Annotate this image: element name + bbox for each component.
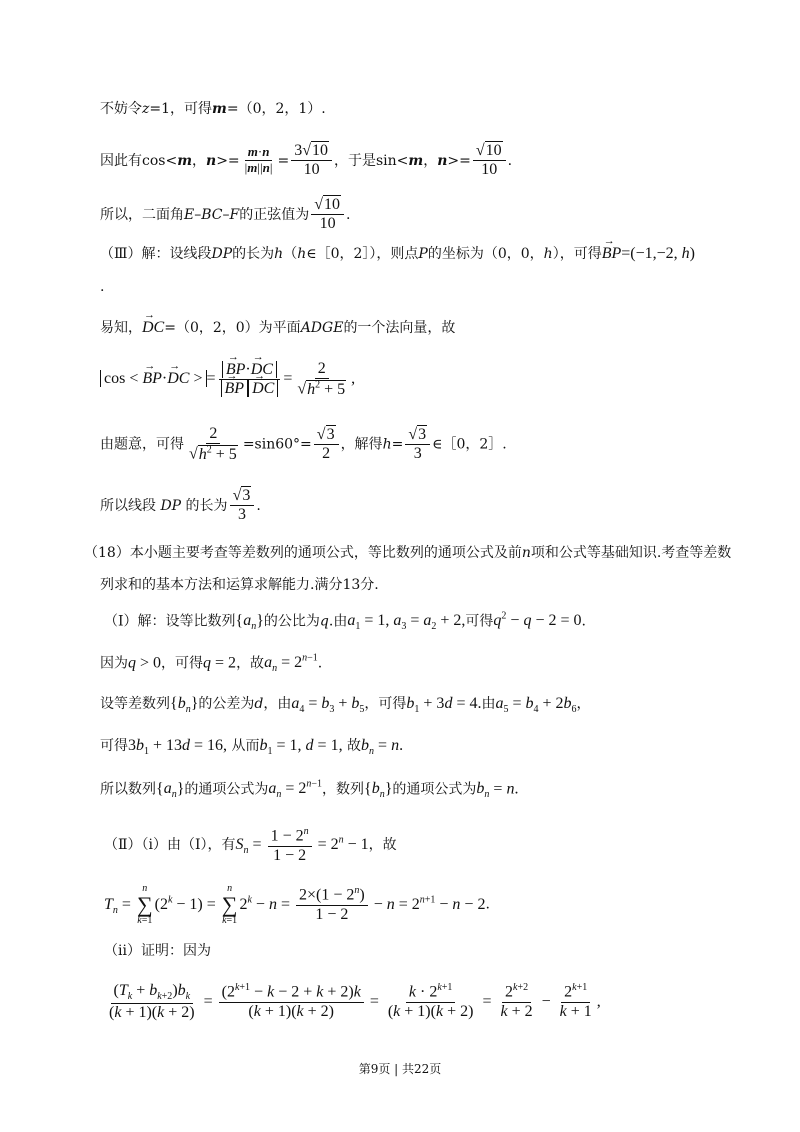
line-6: 易知，→ DC=（0，2，0）为平面ADGE的一个法向量，故: [100, 320, 760, 336]
line-15: 可得$3b_1 + 13d = 16$, 从而$b_1 = 1$, d = 1, 故$b_n = n$.: [100, 737, 404, 758]
page-footer: 第9页 | 共22页: [358, 1062, 442, 1076]
line-5: .: [100, 279, 105, 295]
line-4: （Ⅲ）解：设线段DP的长为h（h∈［0，2］），则点P的坐标为（0，0，h），可得→ BP=(−1,−2, h): [100, 246, 760, 262]
line-19: （ii）证明：因为: [104, 943, 211, 959]
line-11: 列求和的基本方法和运算求解能力.满分13分.: [100, 577, 379, 593]
line-7: cos < → BP·→ DC > = → BP·→ DC → BP→ DC = $\frac{2}{√h^2 + 5}$ ,: [100, 360, 760, 399]
line-8: 由题意，可得 $\frac{2}{√h^2 + 5}$ =sin60°= $\frac{√3}{2}$ ，解得h= $\frac{√3}{3}$ ∈［0，2］.: [100, 425, 507, 463]
line-1: 不妨令z=1，可得m=（0，2，1）.: [100, 101, 326, 117]
line-9: 所以线段 DP 的长为 $\frac{√3}{3}$ .: [100, 487, 261, 524]
line-2: 因此有cos<m，n>= $\frac{m\cdot n}{|m||n|}$ = $\frac{3√10}{10}$ ，于是sin<m，n>= $\frac{√10}{10}$ .: [100, 142, 513, 179]
line-3: 所以，二面角E–BC–F的正弦值为 $\frac{√10}{10}$ .: [100, 196, 351, 233]
line-12: （Ⅰ）解：设等比数列$\{a_n\}$的公比为q.由$a_1 = 1$, $a_3 = a_2 + 2$,可得$q^2 - q - 2 = 0$.: [104, 611, 586, 633]
line-20: $\frac{(T_k + b_{k+2})b_k}{(k + 1)(k + 2)}$ = $\frac{(2^{k+1} - k - 2 + k + 2)k}{(k + 1)(k + 2)}$ = $\frac{k \cdot 2^{k+1}}{(k + 1)(k + 2)}$ = $\frac{2^{k+2}}{k + 2}$ − $\frac{2^{k+1}}{k + 1}$ ,: [109, 982, 601, 1021]
line-10: （18）本小题主要考查等差数列的通项公式，等比数列的通项公式及前n项和公式等基础知识.考查等差数: [84, 545, 732, 561]
line-14: 设等差数列$\{b_n\}$的公差为d，由$a_4 = b_3 + b_5$，可得$b_1 + 3d = 4$.由$a_5 = b_4 + 2b_6$，: [100, 695, 591, 716]
line-18: $T_n$ = n ∑ k=1 $(2^k - 1)$ = n ∑ k=1 $2^k - n$ = $\frac{2\times(1 - 2^n)}{1 - 2}$ − $n = 2^{n+1} - n - 2$.: [104, 883, 490, 926]
line-13: 因为q > 0，可得q = 2，故$a_n = 2^{n-1}$.: [100, 653, 323, 675]
line-17: （Ⅱ）（i）由（Ⅰ），有$S_n$ = $\frac{1 - 2^n}{1 - 2}$ = $2^n - 1$，故: [104, 826, 397, 864]
line-16: 所以数列$\{a_n\}$的通项公式为$a_n = 2^{n-1}$，数列$\{b_n\}$的通项公式为$b_n = n$.: [100, 779, 519, 801]
